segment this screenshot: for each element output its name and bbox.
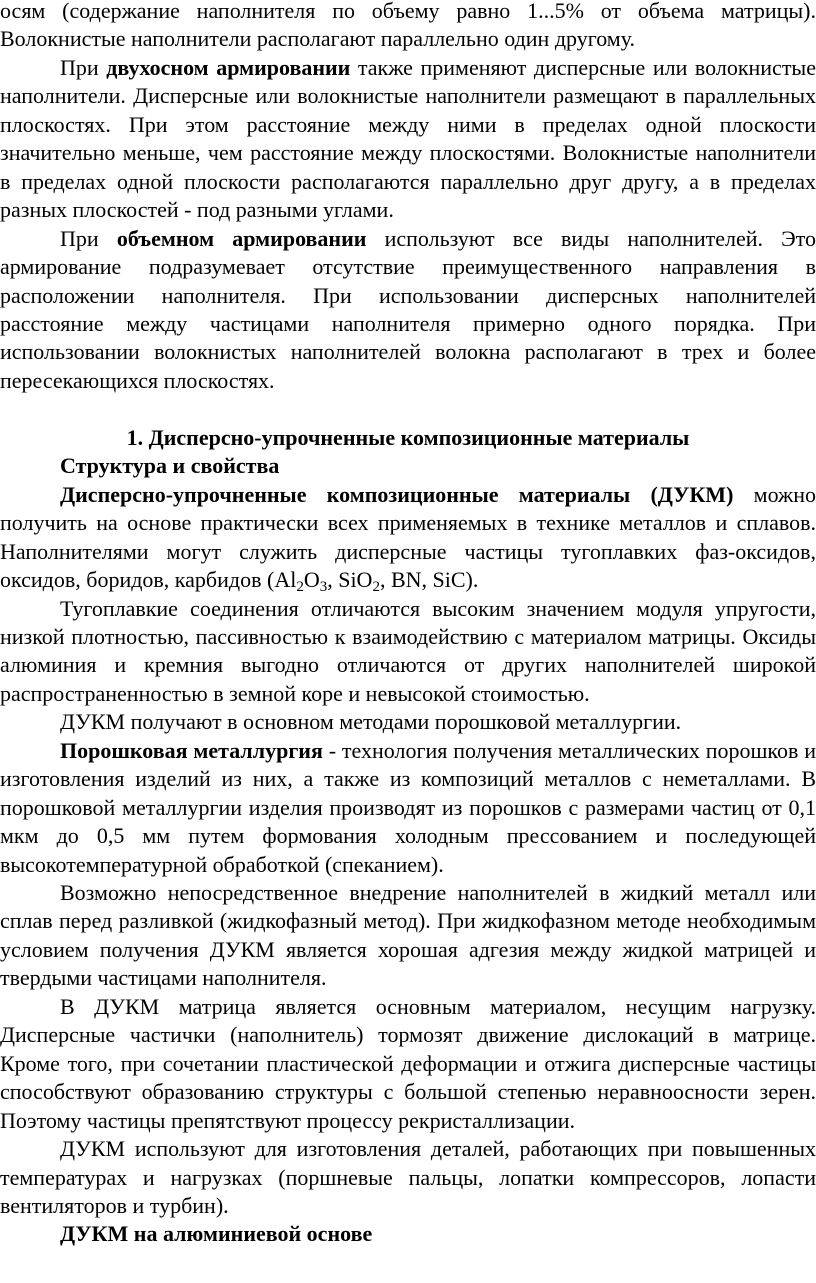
paragraph-text: можно получить на основе практически всех применяемых в технике металлов и сплавов. Наполнителями могут служить дисперсные частицы тугоплавких фаз-оксидов, оксидов, боридов, карбидов ( [0, 481, 816, 593]
paragraph-dukm-applications [0, 1135, 816, 1220]
term-volumetric-reinforcement: объемном армировании [116, 225, 367, 251]
paragraph-text: ДУКМ используют для изготовления деталей, работающих при повышенных температурах и нагрузках (поршневые пальцы, лопатки компрессоров, лопасти вентиляторов и турбин). [0, 1136, 816, 1219]
paragraph-dukm-production [0, 708, 816, 736]
formula-part: O [303, 567, 320, 593]
paragraph-continuation [0, 0, 816, 54]
formula-separator: , [327, 567, 339, 593]
paragraph-liquid-phase-method [0, 879, 816, 993]
term-dukm: Дисперсно-упрочненные композиционные материалы (ДУКМ) [60, 481, 734, 507]
formula-subscript: 2 [296, 579, 304, 596]
blank-line [0, 395, 816, 423]
paragraph-text: используют все виды наполнителей. Это армирование подразумевает отсутствие преимущественного направления в расположении наполнителя. При использовании дисперсных наполнителей расстояние между частицами наполнителя примерно одного порядка. При использовании волокнистых наполнителей волокна располагают в трех и более пересекающихся плоскостях. [0, 225, 816, 393]
formula-part: SiO [338, 567, 373, 593]
paragraph-refractory-compounds [0, 595, 816, 709]
paragraph-text: осям (содержание наполнителя по объему равно 1...5% от объема матрицы). Волокнистые наполнители располагают параллельно один другому. [0, 0, 816, 52]
paragraph-text: Возможно непосредственное внедрение наполнителей в жидкий металл или сплав перед разливкой (жидкофазный метод). При жидкофазном методе необходимым условием получения ДУКМ является хорошая адгезия между жидкой матрицей и твердыми частицами наполнителя. [0, 880, 816, 991]
formula-sio2 [338, 567, 380, 596]
term-powder-metallurgy: Порошковая металлургия [60, 737, 323, 763]
term-biaxial-reinforcement: двухосном армировании [106, 54, 351, 80]
paragraph-text: В ДУКМ матрица является основным материалом, несущим нагрузку. Дисперсные частички (наполнитель) тормозят движение дислокаций в матрице. Кроме того, при сочетании пластической деформации и отжига дисперсные частицы способствуют образованию структуры с большой степенью неравноосности зерен. Поэтому частицы препятствуют процессу рекристаллизации. [0, 993, 816, 1133]
paragraph-volumetric-reinforcement [0, 225, 816, 396]
subsection-heading-aluminum: ДУКМ на алюминиевой основе [60, 1221, 373, 1247]
paragraph-lead-word: При [60, 225, 117, 251]
formula-subscript: 3 [319, 579, 328, 596]
formula-al2o3 [274, 567, 328, 596]
formula-part: Al [274, 567, 297, 593]
section-heading: 1. Дисперсно-упрочненные композиционные материалы [126, 424, 690, 450]
paragraph-text: также применяют дисперсные или волокнистые наполнители. Дисперсные или волокнистые наполнители размещают в параллельных плоскостях. При этом расстояние между ними в пределах одной плоскости значительно меньше, чем расстояние между плоскостями. Волокнистые наполнители в пределах одной плоскости располагаются параллельно друг другу, а в пределах разных плоскостей - под разными углами. [0, 54, 816, 223]
paragraph-text: - технология получения металлических порошков и изготовления изделий из них, а также из композиций металлов с неметаллами. В порошковой металлургии изделия производят из порошков с размерами частиц от 0,1 мкм до 0,5 мм путем формования холодным прессованием и последующей высокотемпературной обработкой (спеканием). [0, 737, 816, 877]
paragraph-matrix-role [0, 993, 816, 1135]
formula-subscript: 2 [372, 579, 380, 596]
paragraph-text: , BN, SiC). [379, 567, 479, 593]
paragraph-text: ДУКМ получают в основном методами порошковой металлургии. [60, 709, 682, 735]
paragraph-biaxial-reinforcement [0, 54, 816, 225]
paragraph-powder-metallurgy [0, 737, 816, 879]
paragraph-lead-word: При [60, 54, 107, 80]
paragraph-dukm-definition [0, 481, 816, 595]
subsection-heading-structure: Структура и свойства [60, 453, 280, 479]
paragraph-text: Тугоплавкие соединения отличаются высоким значением модуля упругости, низкой плотностью, пассивностью к взаимодействию с материалом матрицы. Оксиды алюминия и кремния выгодно отличаются от других наполнителей широкой распространенностью в земной коре и невысокой стоимостью. [0, 595, 816, 706]
